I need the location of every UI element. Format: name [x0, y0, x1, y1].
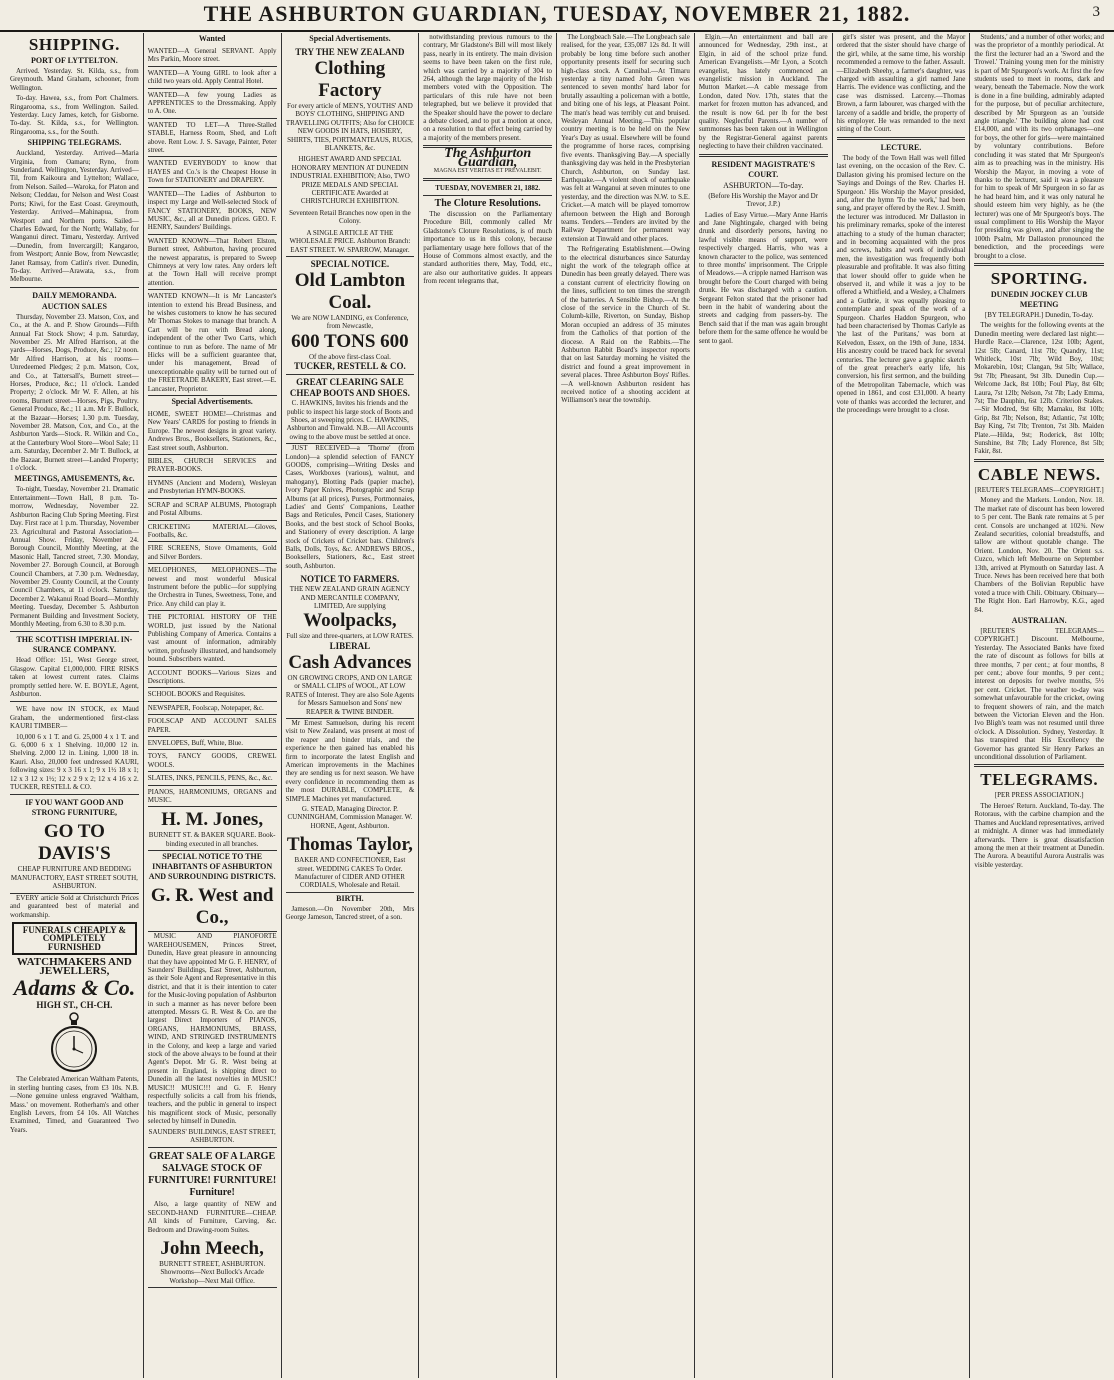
davis-body: CHEAP FURNITURE AND BEDDING MANUFACTORY, EAST STREET SOUTH, ASHBURTON. — [10, 865, 138, 891]
coal-ad — [286, 257, 415, 375]
coal-name: Old Lambton Coal. — [294, 269, 406, 313]
classified-ad: WANTED—A few young Ladies as APPRENTICES to the Dressmaking. Apply to A. One. — [148, 89, 277, 119]
kauri-heading: WE have now IN STOCK, ex Maud Graham, the undermentioned first-class KAURI TIMBER— — [10, 705, 139, 731]
west-name: G. R. West and Co., — [150, 885, 274, 929]
coal-best: Of the above first-class Coal. — [308, 352, 391, 361]
adams-name: Adams & Co. — [13, 974, 136, 1000]
special-notice-heading: SPECIAL NOTICE TO THE INHABITANTS OF ASHBURTON AND SURROUNDING DISTRICTS. — [148, 852, 276, 882]
column-7 — [833, 33, 971, 1378]
adams-address: HIGH ST., CH-CH. — [36, 999, 113, 1010]
classified-ad: NEWSPAPER, Foolscap, Notepaper, &c. — [148, 702, 277, 715]
jones-body: BURNETT ST. & BAKER SQUARE. Book-binding executed in all branches. — [148, 831, 276, 848]
divider — [10, 701, 139, 702]
cash-advances-name: Cash Advances — [288, 651, 412, 673]
divider — [423, 195, 552, 196]
lecture-heading: LECTURE. — [880, 142, 922, 152]
liberal-text: LIBERAL — [329, 640, 371, 651]
port-heading: PORT OF LYTTELTON. — [30, 56, 118, 65]
divider — [10, 287, 139, 288]
court-heading: RESIDENT MAGISTRATE'S COURT. — [711, 159, 815, 179]
column-3 — [282, 33, 420, 1378]
cable-news-heading: CABLE NEWS. — [977, 464, 1101, 484]
divider — [10, 631, 139, 632]
cloture-body: The discussion on the Parliamentary Procedure Bill, commonly called Mr Gladstone's Cloture Resolutions, is of much importance to us in this colony, because parliamentary usage here follows that of the House of Commons almost exactly, and the standard authorities there, May, Todd, etc., are also our authoritative guides. It appears from recent telegrams that, — [423, 209, 553, 286]
telegrams-body: The Heroes' Return. Auckland, To-day. The Rotoraus, with the carbine champion and the Thames and Auckland representatives, arrived at midnight. A dinner was had immediately afterwards. There is great dissatisfaction among the men at their treatment at Dunedin. The Aurora. A beautiful Aurora Australis was visible yesterday. — [974, 801, 1105, 869]
west-ad — [148, 883, 277, 932]
davis-ad — [10, 819, 139, 893]
west-body: MUSIC AND PIANOFORTE WAREHOUSEMEN, Princes Street, Dunedin, Have great pleasure in announcing that they have appointed Mr G. F. HENRY, of Saunders' Buildings, East Street, Ashburton, as their Sole Agent and Representative in this district, and that it is their intention to cater for the Music-loving population of Ashburton in such a manner as has never before been attempted. Messrs G. R. West & Co. are the largest Direct Importers of PIANOS, ORGANS, HARMONIUMS, BRASS, WIND, AND STRINGED INSTRUMENTS in the Colony, and keep a large and varied stock of the above always to be found at their Agent's Depot. Mr G. R. West being at present in England, is shipping direct to Dunedin all the latest novelties in MUSIC! MUSIC!! MUSIC!!! and G. F. Henry respectfully solicits a call from his friends, teachers, and the public in general to inspect his magnificent stock of Music, personally selected by himself in Dunedin. — [147, 932, 277, 1126]
classified-ad: WANTED—A Young GIRL to look after a child two years old. Apply Central Hotel. — [148, 67, 277, 89]
clothing-ad — [286, 45, 415, 257]
classified-ad: PIANOS, HARMONIUMS, ORGANS and MUSIC. — [148, 786, 277, 808]
column-2 — [144, 33, 282, 1378]
boots-heading: GREAT CLEARING SALE CHEAP BOOTS AND SHOES. — [289, 377, 410, 399]
pocket-watch-icon — [49, 1011, 99, 1073]
shipping-telegrams-text: Auckland, Yesterday. Arrived—Maria Virginia, from Oamaru; Ryno, from Sunderland. Wellington, Yesterday. Arrived—Til, from Kaikoura and Lyttelton; Wallace, from Nelson. Sailed—Waroka, for Platon and Nelson; Cleddau, for Nelson and West Coast Ports; Kiwi, for the East Coast. Greymouth, Yesterday. Arrived—Mahinapua, from Westport and Northern ports. Sailed—Charles Edward, for the North; Wallaby, for Wanganui direct. Timaru, Yesterday. Arrived—Dunedin, from Invercargill; Kangaroo, from Westport; Annie Bow, from Newcastle; Janet Ramsay, from Catlin's river. Dunedin, To-day. Arrived—Arawata, s.s., from Melbourne. — [10, 149, 139, 284]
classified-ad: FIRE SCREENS, Stove Ornaments, Gold and Silver Borders. — [148, 542, 277, 564]
coal-heading: SPECIAL NOTICE. — [310, 258, 390, 269]
australian-body: [REUTER'S TELEGRAMS—COPYRIGHT.] Discount. Melbourne, Yesterday. The Associated Banks have fixed the rate of discount as follows for bills at three months, 7 per cent.; at four months, 8 per cent.; above four months, 9 per cent.; interest on deposits for twelve months, 5½ per cent. Cricket. The weather to-day was somewhat unfavourable for the cricket, owing to frequent showers of rain, and the match between the Victorian Eleven and the Hon. Ivo Bligh's team was not resumed until three o'clock. A Dissolution. Sydney, Yesterday. It has transpired that His Excellency the Governor has granted Sir Henry Parkes an unconditional dissolution of Parliament. — [974, 626, 1104, 762]
classified-ad: WANTED EVERYBODY to know that HAYES and Co.'s is the Cheapest House in Town for STATIONERY and DRAPERY. — [148, 157, 277, 187]
divider — [837, 137, 966, 140]
classified-ad: THE PICTORIAL HISTORY OF THE WORLD, just issued by the National Publishing Company of America. Contains a vast amount of information, admirably written, profusely illustrated, and handsomely bound. Subscribers wanted. — [148, 611, 277, 666]
divider — [699, 154, 828, 157]
jockey-body: The weights for the following events at the Dunedin meeting were declared last night:— Hurdle Race.—Clarence, 12st 10lb; Agent, 12st 5lb; Canard, 11st 7lb; Quandry, 11st; Whitleck, 10st 7lb; Wild Boy, 10st; Mokarebin, 10st; Clangan, 9st 5lb; Wallace, 9st 7lb; Pheasant, 9st 3lb. Dunedin Cup.—Welcome Jack, 8st 10lb; Foul Play, 8st 6lb; Laura, 7st 12lb; Nelson, 7st 7lb; Lady Emma, 7st; The Dauphin, 6st 12lb. Criterion Stakes.—Sir Modred, 9st 6lb; Mamaku, 8st 10lb; Grip, 8st 7lb; Nelson, 8st; Atlantic, 7st 10lb; Bay King, 7st 7lb; Trenton, 7st 3lb. Maiden Plate.—Hilda, 9st; Roderick, 8st 10lb; Sunshine, 8st 7lb; Lady Florence, 8st 5lb; Fakir, 8st. — [974, 321, 1104, 456]
classified-ad: BIBLES, CHURCH SERVICES and PRAYER-BOOKS. — [148, 455, 277, 477]
taylor-body: BAKER AND CONFECTIONER, East street. WEDDING CAKES To Order. Manufacturer of CIDER AND OTHER CORDIALS, Wholesale and Retail. — [294, 856, 406, 890]
classified-ad: HOME, SWEET HOME!—Christmas and New Years' CARDS for posting to friends in Europe. The newest designs in great variety. Andrews Bros., Booksellers, Stationers, &c., East street south, Ashburton. — [148, 408, 277, 455]
samuelson-text: Mr Ernest Samuelson, during his recent visit to New Zealand, was present at most of the reaper and binder trials, and the experience he then gained has enabled his firm to incorporate the latest English and American improvements in the Machines they are sending us for next season. We have every confidence in recommending them as the most DURABLE, COMPLETE, & SIMPLE Machines yet manufactured. — [285, 718, 415, 803]
masthead-title: THE ASHBURTON GUARDIAN, TUESDAY, NOVEMBER 21, 1882. — [203, 1, 911, 26]
classified-ad: HYMNS (Ancient and Modern), Wesleyan and Presbyterian HYMN-BOOKS. — [148, 477, 277, 499]
sporting-heading: SPORTING. — [990, 268, 1088, 288]
news-items-7: girl's sister was present, and the Mayor ordered that the sister should have charge of the girl, while, at the same time, his worship recommended a remove to the father. Assault.—Elizabeth Sheehy, a farmer's daughter, was charged with assaulting a girl named Jane Harris. The evidence was conflicting, and the case was dismissed. Larceny.—Thomas Brown, a farm labourer, was charged with the larceny of a saddle and bridle, the property of his employer. He was remanded to the next sitting of the Court. — [836, 33, 966, 134]
farmers-ad — [286, 572, 415, 719]
classified-ad: SCHOOL BOOKS and Requisites. — [148, 688, 277, 701]
shipping-heading: SHIPPING. — [28, 35, 120, 54]
clothing-branches: Seventeen Retail Branches now open in the Colony. — [289, 208, 411, 226]
jockey-club-heading: DUNEDIN JOCKEY CLUB MEETING — [990, 289, 1088, 309]
cash-body: ON GROWING CROPS, AND ON LARGE or SMALL CLIPS of WOOL, AT LOW RATES of Interest. They are also Sole Agents for Messrs Samuelson and Sons' new REAPER & TWINE BINDER. — [285, 673, 414, 716]
divider — [10, 794, 139, 795]
davis-name: DAVIS'S — [38, 843, 111, 865]
wanted-heading: Wanted — [198, 34, 226, 43]
salvage-body: Also, a large quantity of NEW and SECOND-HAND FURNITURE—CHEAP. All kinds of Furniture, Carving, &c. Bedroom and Drawing-room Suites. — [147, 1200, 277, 1234]
meech-ad — [148, 1236, 277, 1288]
special-ads-list — [148, 408, 277, 807]
boots-ad — [286, 375, 415, 444]
birth-heading: BIRTH. — [336, 893, 364, 903]
news-items-8: Students,' and a number of other works; and was the proprietor of a monthly periodical. At the first the lecturer had an a 'Sword and the Trowel.' Training young men for the ministry is part of Mr Spurgeon's work. At first the few students used to meet in rooms, dark and weary, beneath the Tabernacle. Now the work is done in a fine building, admirably adapted for the purpose, but of peculiar architecture, described by Mr Spurgeon as an 'outside angle triangle.' The building alone had cost £14,000, and with its two orphanages—one for boys, the other for girls—were maintained by voluntary contributions. Before concluding it was stated that Mr Spurgeon's aim as to preaching was in the ministry. His Worship the Mayor, in moving a vote of thanks to the lecturer, said it was a pleasure for him to speak of Mr Spurgeon in so far as he had heard him, and it was only natural he should esteem him very highly, as he (the lecturer) was one of Mr Spurgeon's boys. The usual compliment to His Worship the Mayor for presiding was given, and after singing the 100th Psalm, Mr Dallaston pronounced the benediction, and the proceedings were brought to a close. — [974, 33, 1104, 260]
coal-tucker: TUCKER, RESTELL & CO. — [294, 361, 406, 372]
arrived-text: Arrived. Yesterday. St. Kilda, s.s., from Greymouth. Mand Graham, schooner, from Wellington. — [10, 67, 139, 92]
taylor-ad — [286, 832, 415, 893]
divider — [974, 263, 1104, 266]
scottish-text: Head Office: 151, West George street, Glasgow. Capital £1,000,000. FIRE RISKS taken at lowest current rates. Claims promptly settled here. W. E. BOYLE, Agent, Ashburton. — [10, 656, 139, 698]
court-intro: (Before His Worship the Mayor and Dr Trevor, J.P.) — [708, 191, 819, 209]
masthead — [0, 0, 1114, 32]
birth-body: Jameson.—On November 20th, Mrs George Jameson, Tancred street, of a son. — [285, 904, 415, 922]
column-6 — [695, 33, 833, 1378]
just-received-text: JUST RECEIVED—a 'Thorne' (from London)—a splendid selection of FANCY GOODS, comprising—Writing Desks and Cases, Workboxes (various), walnut, and mahogany), Blotting Pads (papier mache), Ivory Paper Knives, Photographic and Scrap Albums (at all prices), Purses, Portmonnaies, Ladies' and Gents' Companions, Leather Bags and Reticules, Pencil Cases, Stationery Books, and the best stock of School Books, and Stationery of every description. A large stock of Crickets of Cricket bats. Children's Balls, Dolls, Toys, &c. ANDREWS BROS., Booksellers, Stationers, &c., East street south, Ashburton. — [285, 444, 415, 570]
classified-ad: WANTED KNOWN—That Robert Elston, Burnett street, Ashburton, having procured the newest apparatus, is prepared to Sweep Chimneys at very low rates. Any orders left at the Town Hall will receive prompt attention. — [148, 235, 277, 290]
classified-ad: WANTED—A General SERVANT. Apply Mrs Parkin, Moore street. — [148, 45, 277, 67]
go-to-text: GO TO — [43, 821, 105, 843]
meech-body: BURNETT STREET, ASHBURTON. Showrooms—Next Bullock's Arcade Workshop—Next Mail Office. — [159, 1260, 266, 1285]
clothing-body: For every article of MEN'S, YOUTHS' AND BOYS' CLOTHING, SHIPPING AND TRAVELLING OUTFITS; Also for CHOICE NEW GOODS IN HATS, HOSIERY, SHIRTS, TIES, PORTMANTEAUS, RUGS, BLANKETS, &c. — [285, 102, 415, 153]
columns — [6, 33, 1108, 1378]
jones-name: H. M. Jones, — [161, 809, 264, 831]
telegrams-subheading: [PER PRESS ASSOCIATION.] — [994, 791, 1084, 800]
issue-date: TUESDAY, NOVEMBER 21, 1882. — [435, 183, 541, 192]
woolpacks-body: Full size and three-quarters, at LOW RATES. — [286, 632, 414, 641]
wanted-list — [148, 45, 277, 396]
classified-ad: ENVELOPES, Buff, White, Blue. — [148, 737, 277, 750]
divider — [974, 764, 1104, 767]
guardian-motto: MAGNA EST VERITAS ET PREVALEBIT. — [433, 168, 542, 175]
classified-ad: MELOPHONES, MELOPHONES—The newest and most wonderful Musical Instrument before the public—for supplying the Orchestra in Tunes, Sweetness, Tone, and Price. Any child can play it. — [148, 564, 277, 611]
salvage-heading: GREAT SALE OF A LARGE SALVAGE STOCK OF FURNITURE! FURNITURE! Furniture! — [148, 1151, 277, 1199]
watchmakers-heading: WATCHMAKERS AND JEWELLERS, — [16, 956, 132, 977]
classified-ad: WANTED TO LET—A Three-Stalled STABLE, Harness Room, Shed, and Loft above. Rent Low. J. S. Savage, Painter, Peter street. — [148, 119, 277, 158]
clothing-wholesale: A SINGLE ARTICLE AT THE WHOLESALE PRICE. Ashburton Branch: EAST STREET. W. SPARROW, Manager. — [289, 228, 411, 254]
page-number: 3 — [1092, 4, 1100, 20]
coal-tons: 600 TONS 600 — [291, 330, 409, 352]
classified-ad: WANTED—The Ladies of Ashburton to inspect my Large and Well-selected Stock of FANCY STATIONERY, BOOKS, NEW MUSIC, &c., all at Dunedin prices. GEO. F. HENRY, Saunders' Buildings. — [148, 188, 277, 235]
kauri-list: 10,000 6 x 1 T. and G. 25,000 4 x 1 T. and G. 6,000 6 x 1 Shelving. 10,000 12 in. Shelving. 2,000 12 in. Lining. 1,000 18 in. Kauri. Also, 20,000 feet undressed KAURI, following sizes: 9 x 3 16 x 1; 9 x 1½ 18 x 1; 12 x 3 12 x 1½; 12 x 2 9 x 2; 12 x 4 16 x 2. TUCKER, RESTELL & CO. — [10, 732, 139, 792]
column-8 — [970, 33, 1108, 1378]
telegrams-heading: TELEGRAMS. — [980, 770, 1099, 790]
adams-body: The Celebrated American Waltham Patents, in sterling hunting cases, from £3 10s. N.B.—None genuine unless engraved 'Waltham, Mass.' on movement. Rotherham's and other English Levers, from £4 10s. All Watches Examined, Timed, and Guaranteed Two Years. — [10, 1075, 139, 1134]
auction-text: Thursday, November 23. Matson, Cox, and Co., at the A. and P. Show Grounds—Fifth Annual Fat Stock Show; 4 p.m. Saturday, November 25. Mr Alfred Harrison, at the yards—Horses, Dogs, Produce, &c.; 12 noon. Mr Alfred Harrison, at his rooms—Unredeemed Pledges; 2 p.m. Matson, Cox, and Co., at Tattersall's, Burnett street—Horses, Produce, &c.; 11 o'clock. Landed Property; 2 o'clock. Mr W. F. Allen, at his rooms, Burnett street—Horses, Pigs, Poultry. General Produce, &c.; 11 a.m. Mr F. Bullock, at the Bazaar—Horses; 1.30 p.m. Tuesday, November 28. Matson, Cox, and Co., at the Ashburton Yards—Stock. R. Wilkin and Co., at the Canterbury Wool Store—Wool Sale; 11 a.m. Saturday, December 2. Mr T. Bullock, at the Bazaar, Burnett street—Landed Property; 1 o'clock. — [10, 312, 139, 473]
funerals-banner: FUNERALS CHEAPLY & COMPLETELY FURNISHED — [12, 922, 137, 955]
woolpacks-name: Woolpacks, — [303, 610, 397, 632]
taylor-name: Thomas Taylor, — [286, 834, 413, 856]
australian-heading: AUSTRALIAN. — [1011, 615, 1067, 625]
divider — [974, 459, 1104, 462]
furniture-heading: IF YOU WANT GOOD AND STRONG FURNITURE, — [25, 798, 124, 818]
jockey-intro: [BY TELEGRAPH.] Dunedin, To-day. — [984, 310, 1094, 319]
farmers-body: THE NEW ZEALAND GRAIN AGENCY AND MERCANTILE COMPANY, LIMITED, Are supplying — [289, 585, 411, 611]
news-items-6: Elgin.—An entertainment and ball are announced for Wednesday, 29th inst., at Elgin, in aid of the school prize fund. American Evangelists.—Mr Lyon, a Scotch evangelist, has lately commenced an evangelistic mission in Auckland. The Mutton Market.—A cable message from London, dated Nov. 17th, states that the market for frozen mutton has advanced, and the result is now 6d. per lb for the best quality. Neglectful Parents.—A number of summonses has been taken out in Wellington by the Registrar-General against parents neglecting to have their children vaccinated. — [698, 33, 828, 151]
adams-ad — [10, 958, 139, 1073]
farmers-heading: NOTICE TO FARMERS. — [300, 574, 400, 585]
meetings-heading: MEETINGS, AMUSEMENTS, &c. — [14, 474, 135, 484]
column-1 — [6, 33, 144, 1378]
news-items-5b: The Refrigerating Establishment.—Owing to the electrical disturbances since Saturday night the work of the telegraph office at Dunedin has been greatly delayed. There was a constant current of electricity flowing on the lines, sufficient to ten times the strength of the batteries. A Sensible Bishop.—At the close of the service in the Church of St. Columb-kille, Riverton, on Sunday, Bishop Moran occupied an address of 35 minutes from the Catholics of that portion of the diocese. A Raid on the Rabbits.—The Ashburton Rabbit Board's inspector reports that on last Saturday morning he visited the district and found a great improvement in several places. Three Ashburton Boys' Rifles.—A well-known Ashburton resident has received notice of a shooting accident at Williamson's near the township. — [561, 245, 690, 405]
scottish-heading: THE SCOTTISH IMPERIAL IN-SURANCE COMPANY. — [16, 635, 133, 655]
cloture-heading: The Cloture Resolutions. — [434, 197, 541, 209]
court-subheading: ASHBURTON—To-day. — [723, 180, 804, 190]
stead-signature: G. STEAD, Managing Director. P. CUNNINGHAM, Commission Manager. W. HORNE, Agent, Ashburton. — [287, 804, 413, 830]
hawkins-body: C. HAWKINS, Invites his friends and the public to inspect his large stock of Boots and Shoes, at sweeping prices. C. HAWKINS, Ashburton and Tinwald. N.B.—All Accounts owing to the above must be settled at once. — [286, 399, 414, 441]
davis-note: EVERY article Sold at Christchurch Prices and guaranteed best of material and workmanship. — [10, 893, 139, 919]
meetings-text: To-night, Tuesday, November 21. Dramatic Entertainment—Town Hall, 8 p.m. To-morrow, Wednesday, November 22. Ashburton Racing Club Spring Meeting. First Day. First race at 1 p.m. Thursday, November 23. Agricultural and Pastoral Association—Annual Show. Friday, November 24. Borough Council, Monthly Meeting, at the Masonic Hall, Tancred street, 7.30. Monday, November 27. Borough Council, at Borough Council Chambers, at 7.30 p.m. Wednesday, November 29. County Council, at the County Council Chambers, at 11 o'clock. Saturday, December 2. Wakanui Road Board—Monthly Meeting. Tuesday, December 5. Ashburton Permanent Building and Investment Society, Monthly Meeting, from 6.30 to 8.30 p.m. — [10, 485, 139, 628]
memoranda-heading: DAILY MEMORANDA. — [32, 290, 117, 300]
special-ads-heading: Special Advertisements. — [171, 397, 253, 407]
continued-text: notwithstanding previous rumours to the contrary, Mr Gladstone's Bill will most likely pass, nearly in its entirety. The main division seems to have been taken on the first rule, which was carried by a majority of 304 to 264, although the large majority of the Irish members voted with the Opposition. The particulars of this rule have not been telegraphed, but we believe it provided that the Speaker should have the power to declare a debate closed, and to put a motion at once, on a resolution to that effect being carried by a majority of the members present. — [423, 33, 553, 142]
classified-ad: SLATES, INKS, PENCILS, PENS, &c., &c. — [148, 772, 277, 785]
today-text: To-day. Hawea, s.s., from Port Chalmers. Ringarooma, s.s., from Wellington. Sailed. Yesterday. Lucy James, ketch, for Gisborne. To-day. St. Kilda, s.s., for Wellington. Ringarooma, s.s., for the South. — [10, 94, 139, 136]
clothing-try: TRY THE NEW ZEALAND — [295, 47, 405, 57]
guardian-name: The Ashburton Guardian, — [444, 146, 532, 170]
auction-heading: AUCTION SALES — [41, 301, 107, 311]
classified-ad: ACCOUNT BOOKS—Various Sizes and Descriptions. — [148, 667, 277, 689]
clothing-awards: HIGHEST AWARD AND SPECIAL HONORARY MENTION AT DUNEDIN INDUSTRIAL EXHIBITION; Also, TWO PRIZE MEDALS AND SPECIAL CERTIFICATE Awarded at CHRISTCHURCH EXHIBITION. — [290, 155, 410, 206]
classified-ad: SCRAP and SCRAP ALBUMS, Photograph and Postal Albums. — [148, 499, 277, 521]
classified-ad: FOOLSCAP AND ACCOUNT SALES PAPER. — [148, 715, 277, 737]
column-5 — [557, 33, 695, 1378]
jones-ad — [148, 807, 277, 851]
saunders-address: SAUNDERS' BUILDINGS, EAST STREET, ASHBURTON. — [148, 1127, 276, 1145]
classified-ad: CRICKETING MATERIAL—Gloves, Footballs, &c. — [148, 521, 277, 543]
clothing-name: Clothing Factory — [314, 58, 386, 101]
shipping-telegrams-heading: SHIPPING TELEGRAMS. — [27, 138, 122, 148]
court-body: Ladies of Easy Virtue.—Mary Anne Harris and Jane Nightingale, charged with being drunk and disorderly persons, having no lawful visible means of support, were respectively charged. Harris, who was a known character to the police, was sentenced to three months' imprisonment. The Cripple of Meadows.—A cripple named Harrison was brought before the Court charged with being drunk. He was discharged with a caution. Sergeant Felton stated that the prisoner had been in the habit of wandering about the streets and cadging from passers-by. The Bench said that if the man was again brought before them for the same offence he would be sent to gaol. — [698, 210, 828, 345]
classified-ad: WANTED KNOWN—It is Mr Lancaster's intention to extend his Bread Business, and he wishes customers to know he has secured Mr Thomas Stokes to manage that branch. A Cart will be run with Bread along, independent of the other Two Carts, which continue to run as before. The name of Mr Hicks will be a sufficient guarantee that, under his management, Bread of unexceptionable quality will be turned out of the FREETRADE BAKERY, East street.—E. Lancaster, Proprietor. — [148, 290, 277, 396]
news-items-5a: The Longbeach Sale.—The Longbeach sale realised, for the year, £35,087 12s 8d. It will probably be long time before such another opportunity presents itself for securing such high-class stock. A Cannibal.—At Timaru yesterday a tiny named John Green was sentenced to seven months' hard labor for brutally assaulting a policeman with a bottle, and biting one of his legs, at Pleasant Point. The man's head was terribly cut and bruised. Wesleyan Annual Meeting.—This popular country meeting is to be held on the New Year's Day as usual. Elsewhere will be found the programme of horse races, comprising five events. Thanksgiving Bay.—A specially thanksgiving day was held in the Presbyterian Church, Ashburton, on Sunday last. Earthquake.—A violent shock of earthquake was felt at Wanganui at seven minutes to one yesterday, and the direction was N.W. to S.E. Cricket.—A match will be played tomorrow afternoon between the High and Borough teams. Tenders.—Tenders are invited by the Railway Department for permanent way extension at Tinwald and other places. — [561, 33, 690, 243]
lecture-body: The body of the Town Hall was well filled last evening, on the occasion of the Rev. C. Dallaston giving his promised lecture on the 'Sayings and Doings of the Rev. Charles H. Spurgeon.' His Worship the Mayor presided, and, after the hymn 'To the work,' had been sung, and prayer offered by the Rev. J. Smith, the lecturer was introduced. Mr Dallaston in his preliminary remarks, spoke of the interest attaching to a study of the human character; and in becoming acquainted with the pros and screws, habits and work of individual men, the investigation was frequently both pleasurable and profitable. It was also fitting that lower should offer to guide when he observed it, and while it was a joy to be offered a Whitfield, and a Wesley, a Chalmers and a Guthrie, it was equally pleasing to contemplate and speak of the work of a Spurgeon. Charles Haddon Spurgeon, who had been characterised by Thomas Carlyle as 'the last of the Puritans,' was born at Kelvedon, Essex, on the 19th of June, 1834. His ancestry could be traced back for several centuries. The lecturer gave a graphic sketch of the great preacher's early life, his conversion, his first sermon, and the building of the Metropolitan Tabernacle, which was opened in 1861, and cost £31,000. A hearty vote of thanks was accorded the lecturer, and the proceedings were brought to a close. — [836, 153, 966, 415]
special-ads-heading-3: Special Advertisements. — [309, 34, 391, 43]
divider — [148, 1147, 277, 1148]
cable-body: Money and the Markets. London, Nov. 18. The market rate of discount has been lowered to 5 per cent. The Bank rate remains at 5 per cent. Consols are unchanged at 102¾. New Zealand securities, colonial breadstuffs, and tallow are without quotable change. The Orient. London, Nov. 20. The Orient s.s. Cuzco, which left Melbourne on September 13th, arrived at Plymouth on Saturday last. A Truce. News has been received here that both Chambers of the Bolivian Republic have voted a truce with Chili. Obituary. Obituary—The Right Hon. Earl Harrowby, K.G., aged 84. — [974, 496, 1104, 614]
classified-ad: TOYS, FANCY GOODS, CREWEL WOOLS. — [148, 750, 277, 772]
coal-body: We are NOW LANDING, ex Conference, from Newcastle, — [291, 313, 409, 331]
cable-subheading: [REUTER'S TELEGRAMS—COPYRIGHT.] — [974, 485, 1104, 494]
meech-name: John Meech, — [160, 1238, 264, 1260]
column-4 — [419, 33, 557, 1378]
guardian-logo — [423, 145, 552, 180]
